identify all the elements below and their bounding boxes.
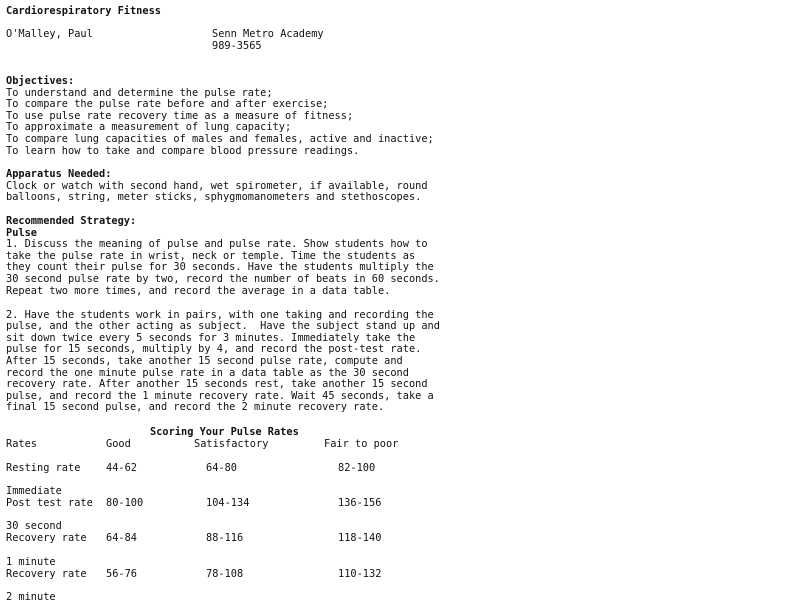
table-header-rates: Rates — [6, 439, 37, 451]
objective-item: To understand and determine the pulse rate; — [6, 88, 273, 100]
table-cell-good: 80-100 — [106, 498, 143, 510]
table-cell-fair: 82-100 — [338, 463, 375, 475]
paragraph-line: record the one minute pulse rate in a data table as the 30 second — [6, 368, 409, 380]
paragraph-line: After 15 seconds, take another 15 second pulse rate, compute and — [6, 356, 403, 368]
table-cell-fair: 110-132 — [338, 569, 381, 581]
table-row-prefix: 1 minute — [6, 557, 56, 569]
paragraph-line: pulse for 15 seconds, multiply by 4, and record the post-test rate. — [6, 344, 421, 356]
objective-item: To compare the pulse rate before and after exercise; — [6, 99, 328, 111]
table-title: Scoring Your Pulse Rates — [150, 427, 299, 439]
paragraph-line: Repeat two more times, and record the average in a data table. — [6, 286, 390, 298]
table-cell-satisfactory: 64-80 — [206, 463, 237, 475]
table-cell-good: 44-62 — [106, 463, 137, 475]
table-header-satisfactory: Satisfactory — [194, 439, 268, 451]
strategy-heading: Recommended Strategy: — [6, 216, 136, 228]
table-row-label: Post test rate — [6, 498, 93, 510]
table-header-good: Good — [106, 439, 131, 451]
table-cell-good: 64-84 — [106, 533, 137, 545]
objective-item: To learn how to take and compare blood pressure readings. — [6, 146, 359, 158]
objective-item: To use pulse rate recovery time as a measure of fitness; — [6, 111, 353, 123]
table-cell-good: 56-76 — [106, 569, 137, 581]
table-cell-fair: 136-156 — [338, 498, 381, 510]
table-cell-satisfactory: 88-116 — [206, 533, 243, 545]
table-cell-fair: 118-140 — [338, 533, 381, 545]
strategy-subheading: Pulse — [6, 228, 37, 240]
paragraph-line: 30 second pulse rate by two, record the number of beats in 60 seconds. — [6, 274, 440, 286]
paragraph-line: final 15 second pulse, and record the 2 minute recovery rate. — [6, 402, 384, 414]
table-header-fair: Fair to poor — [324, 439, 398, 451]
school-name: Senn Metro Academy — [212, 29, 324, 41]
paragraph-line: pulse, and record the 1 minute recovery rate. Wait 45 seconds, take a — [6, 391, 434, 403]
apparatus-line: balloons, string, meter sticks, sphygmomanometers and stethoscopes. — [6, 192, 421, 204]
paragraph-line: 1. Discuss the meaning of pulse and pulse rate. Show students how to — [6, 239, 428, 251]
table-row-prefix: 2 minute — [6, 592, 56, 603]
objective-item: To approximate a measurement of lung capacity; — [6, 122, 291, 134]
table-row-label: Recovery rate — [6, 569, 87, 581]
objectives-heading: Objectives: — [6, 76, 74, 88]
apparatus-line: Clock or watch with second hand, wet spirometer, if available, round — [6, 181, 428, 193]
paragraph-line: recovery rate. After another 15 seconds rest, take another 15 second — [6, 379, 428, 391]
table-cell-satisfactory: 104-134 — [206, 498, 249, 510]
paragraph-line: they count their pulse for 30 seconds. Have the students multiply the — [6, 262, 434, 274]
table-row-prefix: 30 second — [6, 521, 62, 533]
paragraph-line: sit down twice every 5 seconds for 3 minutes. Immediately take the — [6, 333, 415, 345]
paragraph-line: take the pulse rate in wrist, neck or temple. Time the students as — [6, 251, 415, 263]
table-row-prefix: Immediate — [6, 486, 62, 498]
document-title: Cardiorespiratory Fitness — [6, 6, 161, 18]
table-cell-satisfactory: 78-108 — [206, 569, 243, 581]
apparatus-heading: Apparatus Needed: — [6, 169, 111, 181]
table-row-label: Resting rate — [6, 463, 80, 475]
paragraph-line: 2. Have the students work in pairs, with one taking and recording the — [6, 310, 434, 322]
author-name: O'Malley, Paul — [6, 29, 93, 41]
paragraph-line: pulse, and the other acting as subject. Have the subject stand up and — [6, 321, 440, 333]
table-row-label: Recovery rate — [6, 533, 87, 545]
school-phone: 989-3565 — [212, 41, 262, 53]
objective-item: To compare lung capacities of males and females, active and inactive; — [6, 134, 434, 146]
